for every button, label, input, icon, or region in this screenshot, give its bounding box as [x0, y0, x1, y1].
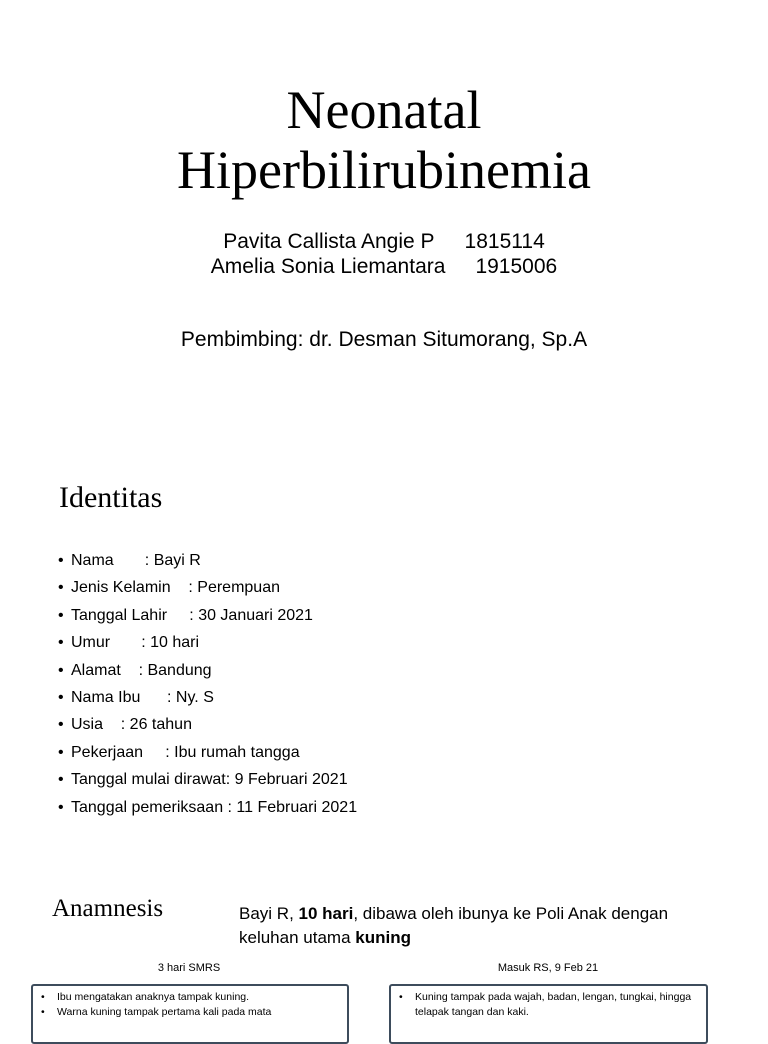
identity-slide	[0, 432, 768, 864]
bullet-icon: •	[58, 579, 64, 597]
list-item-text: Pekerjaan : Ibu rumah tangga	[71, 743, 300, 761]
bullet-icon: •	[58, 606, 64, 624]
bullet-icon: •	[58, 552, 64, 569]
list-item-text: Jenis Kelamin : Perempuan	[71, 579, 280, 597]
supervisor-text: Pembimbing: dr. Desman Situmorang, Sp.A	[180, 328, 588, 351]
list-item	[58, 711, 357, 738]
summary-bold: 10 hari	[298, 904, 354, 923]
title-line-1: Neonatal	[286, 80, 482, 140]
bullet-icon: •	[41, 1006, 45, 1018]
list-item	[58, 657, 357, 684]
list-item	[58, 602, 357, 629]
list-item-text: Tanggal mulai dirawat: 9 Februari 2021	[71, 771, 348, 789]
title-slide	[0, 0, 768, 432]
bullet-icon: •	[41, 991, 45, 1003]
list-item	[58, 629, 357, 656]
author-line	[0, 229, 768, 254]
bullet-icon: •	[399, 991, 403, 1003]
bullet-icon: •	[58, 743, 64, 761]
right-column-label: Masuk RS, 9 Feb 21	[497, 962, 599, 974]
author-id: 1915006	[475, 255, 558, 278]
list-item	[58, 739, 357, 766]
authors-block	[0, 229, 768, 279]
list-item	[58, 547, 357, 574]
summary-bold: kuning	[355, 928, 411, 947]
left-history-box	[31, 984, 349, 1044]
list-item-text: Alamat : Bandung	[71, 661, 212, 679]
list-item-text: Warna kuning tampak pertama kali pada mata	[57, 1006, 272, 1018]
list-item	[58, 794, 357, 821]
bullet-icon: •	[58, 771, 64, 789]
list-item	[399, 990, 700, 1020]
summary-text: , dibawa oleh ibunya ke Poli Anak dengan keluhan utama	[239, 904, 669, 947]
list-item-text: Nama Ibu : Ny. S	[71, 689, 214, 707]
list-item	[58, 574, 357, 601]
summary-text: Bayi R,	[239, 904, 299, 923]
right-history-box	[389, 984, 708, 1044]
list-item-text: Nama : Bayi R	[71, 552, 201, 569]
list-item	[41, 1005, 341, 1020]
bullet-icon: •	[58, 689, 64, 707]
list-item-text: Kuning tampak pada wajah, badan, lengan, tungkai, hingga telapak tangan dan kaki.	[415, 991, 692, 1018]
author-name: Amelia Sonia Liemantara	[210, 255, 446, 278]
identity-list	[58, 547, 357, 821]
author-name: Pavita Callista Angie P	[223, 230, 435, 253]
list-item	[58, 684, 357, 711]
anamnesis-summary	[239, 902, 719, 950]
list-item-text: Umur : 10 hari	[71, 634, 200, 652]
author-line	[0, 254, 768, 279]
bullet-icon: •	[58, 634, 64, 652]
presentation-title	[0, 80, 768, 200]
list-item-text: Ibu mengatakan anaknya tampak kuning.	[57, 991, 250, 1003]
bullet-icon: •	[58, 661, 64, 679]
list-item	[58, 766, 357, 793]
anamnesis-slide	[0, 864, 768, 1024]
identity-heading: Identitas	[59, 481, 163, 514]
title-line-2: Hiperbilirubinemia	[177, 140, 591, 200]
author-id: 1815114	[464, 230, 545, 253]
list-item	[41, 990, 341, 1005]
list-item-text: Usia : 26 tahun	[71, 716, 192, 734]
anamnesis-heading: Anamnesis	[52, 895, 164, 922]
list-item-text: Tanggal Lahir : 30 Januari 2021	[71, 606, 313, 624]
bullet-icon: •	[58, 798, 64, 816]
list-item-text: Tanggal pemeriksaan : 11 Februari 2021	[71, 798, 358, 816]
left-column-label: 3 hari SMRS	[157, 962, 221, 974]
bullet-icon: •	[58, 716, 64, 734]
